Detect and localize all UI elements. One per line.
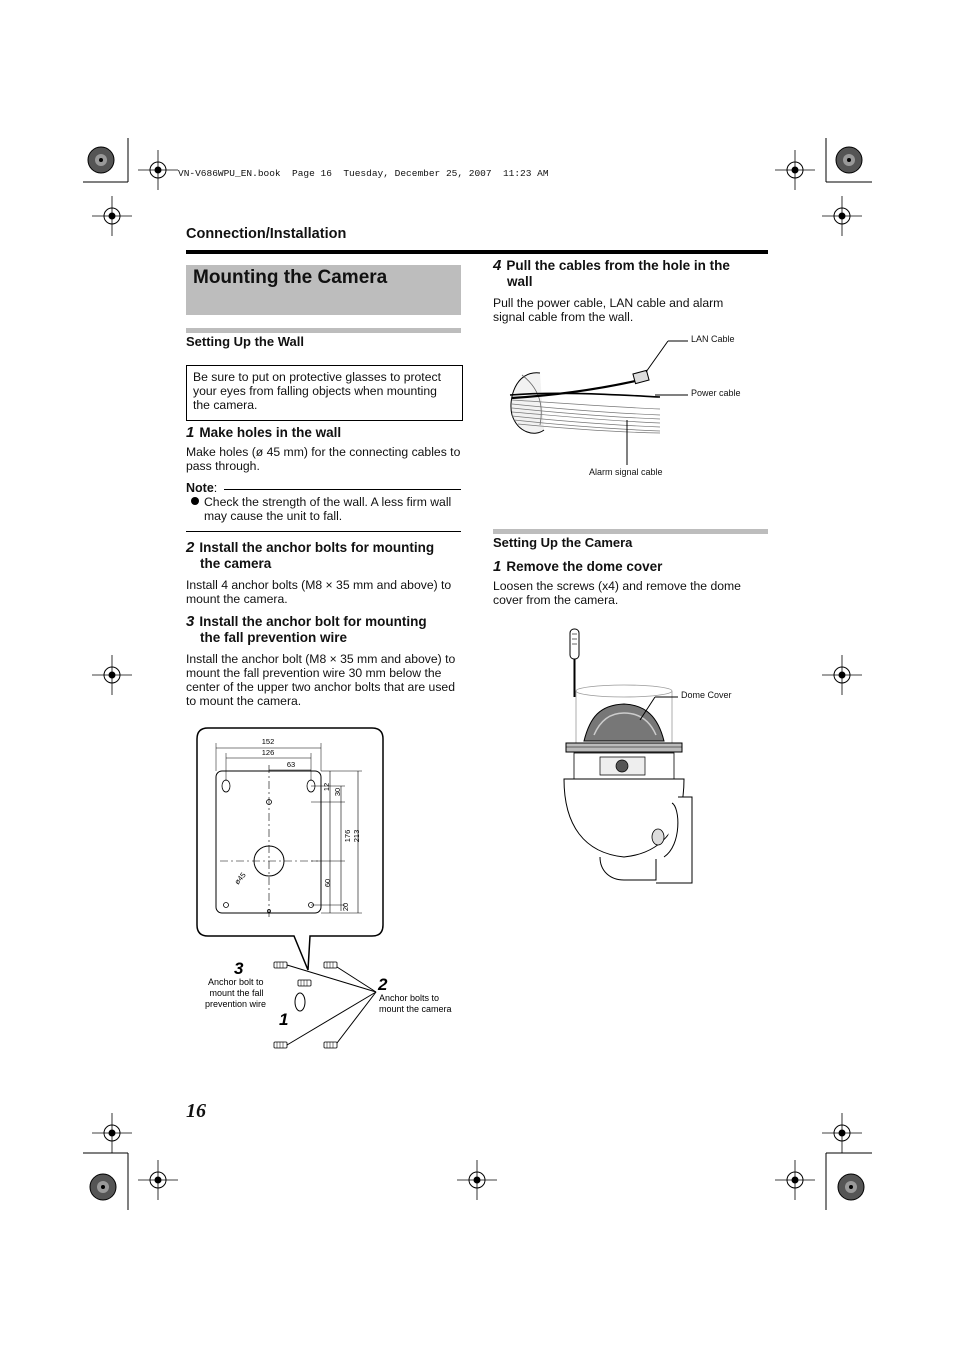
note-label: Note: — [186, 481, 218, 495]
lan-connector — [633, 370, 649, 383]
step-3-anchor-bolt-wire — [186, 614, 427, 646]
step-title: Install the anchor bolt for mounting — [199, 614, 427, 629]
bullet-icon — [191, 497, 199, 505]
anchor-bolt-icon — [274, 1042, 287, 1048]
step-title-cont: wall — [507, 274, 533, 289]
page-title-box — [186, 265, 461, 315]
step-title: Pull the cables from the hole in the — [506, 258, 730, 273]
section-title: Connection/Installation — [186, 226, 347, 242]
dome-camera-illustration — [560, 625, 760, 887]
anchor-bolt-icon — [324, 962, 337, 968]
step-2-anchor-bolts — [186, 540, 434, 572]
dim-12: 12 — [322, 782, 331, 792]
wall-hole-icon — [295, 993, 305, 1011]
wall-heading-bar — [186, 328, 461, 333]
step-number: 2 — [186, 539, 195, 556]
note-end-rule — [186, 531, 461, 532]
step-4-pull-cables — [493, 258, 730, 290]
print-header-stamp: VN-V686WPU_EN.book Page 16 Tuesday, December 25, 2007 11:23 AM — [178, 168, 549, 179]
section-rule — [186, 250, 768, 254]
step-3-text: Install the anchor bolt (M8 × 35 mm and above) to mount the fall prevention wire 30 mm below the center of the upper two anchor bolts that are used to mount the camera. — [186, 652, 456, 708]
screwdriver-icon — [570, 629, 579, 697]
dim-63: 63 — [286, 760, 296, 769]
dim-126: 126 — [261, 748, 275, 757]
step-title: Make holes in the wall — [199, 425, 342, 440]
page-number: 16 — [186, 1100, 206, 1122]
step-number: 4 — [493, 257, 502, 274]
label-dome-cover: Dome Cover — [681, 690, 732, 700]
dim-152: 152 — [261, 737, 275, 746]
step-title-cont: the fall prevention wire — [200, 630, 348, 645]
anchor-bolt-icon — [324, 1042, 337, 1048]
dim-60: 60 — [323, 878, 332, 888]
dome-cover — [584, 704, 664, 741]
step-1-remove-dome — [493, 559, 662, 575]
dim-20: 20 — [341, 902, 350, 912]
cable-illustration — [500, 325, 768, 485]
dim-213: 213 — [352, 829, 361, 843]
label-camera-bolts: Anchor bolts to mount the camera — [379, 993, 452, 1014]
dim-phi45: ø45 — [232, 870, 248, 887]
step-4-text: Pull the power cable, LAN cable and alarm signal cable from the wall. — [493, 296, 724, 324]
label-power-cable: Power cable — [691, 388, 741, 398]
label-lan-cable: LAN Cable — [691, 334, 735, 344]
label-wire-bolt: Anchor bolt to mount the fall prevention wire — [204, 977, 266, 1009]
wall-mounting-diagram — [190, 725, 460, 1055]
step-title: Remove the dome cover — [506, 559, 663, 574]
step-title-cont: the camera — [200, 556, 272, 571]
step-title: Install the anchor bolts for mounting — [199, 540, 435, 555]
wall-hole-shape — [511, 373, 544, 433]
step-number: 1 — [493, 558, 502, 575]
dim-176: 176 — [343, 829, 352, 843]
label-alarm-cable: Alarm signal cable — [589, 467, 663, 477]
anchor-bolt-icon — [274, 962, 287, 968]
dim-30: 30 — [333, 787, 342, 797]
step-1-remove-dome-text: Loosen the screws (x4) and remove the dome cover from the camera. — [493, 579, 741, 607]
mounting-plate — [216, 771, 321, 913]
caution-text: Be sure to put on protective glasses to protect your eyes from falling objects when mounting the camera. — [193, 370, 441, 412]
callout-3: 3 — [234, 959, 244, 978]
step-1-text: Make holes (ø 45 mm) for the connecting cables to pass through. — [186, 445, 461, 473]
caution-box — [186, 365, 463, 421]
step-1-make-holes — [186, 425, 341, 441]
note-rule — [224, 489, 461, 490]
step-2-text: Install 4 anchor bolts (M8 × 35 mm and above) to mount the camera. — [186, 578, 452, 606]
page-title: Mounting the Camera — [193, 267, 388, 288]
dome-ring — [566, 743, 682, 752]
note-text: Check the strength of the wall. A less firm wall may cause the unit to fall. — [204, 495, 452, 523]
camera-heading: Setting Up the Camera — [493, 535, 633, 550]
step-number: 3 — [186, 613, 195, 630]
callout-2: 2 — [378, 975, 388, 994]
step-number: 1 — [186, 424, 195, 441]
anchor-bolt-icon — [298, 980, 311, 986]
callout-1: 1 — [279, 1010, 289, 1029]
wall-heading: Setting Up the Wall — [186, 334, 304, 349]
camera-heading-bar — [493, 529, 768, 534]
